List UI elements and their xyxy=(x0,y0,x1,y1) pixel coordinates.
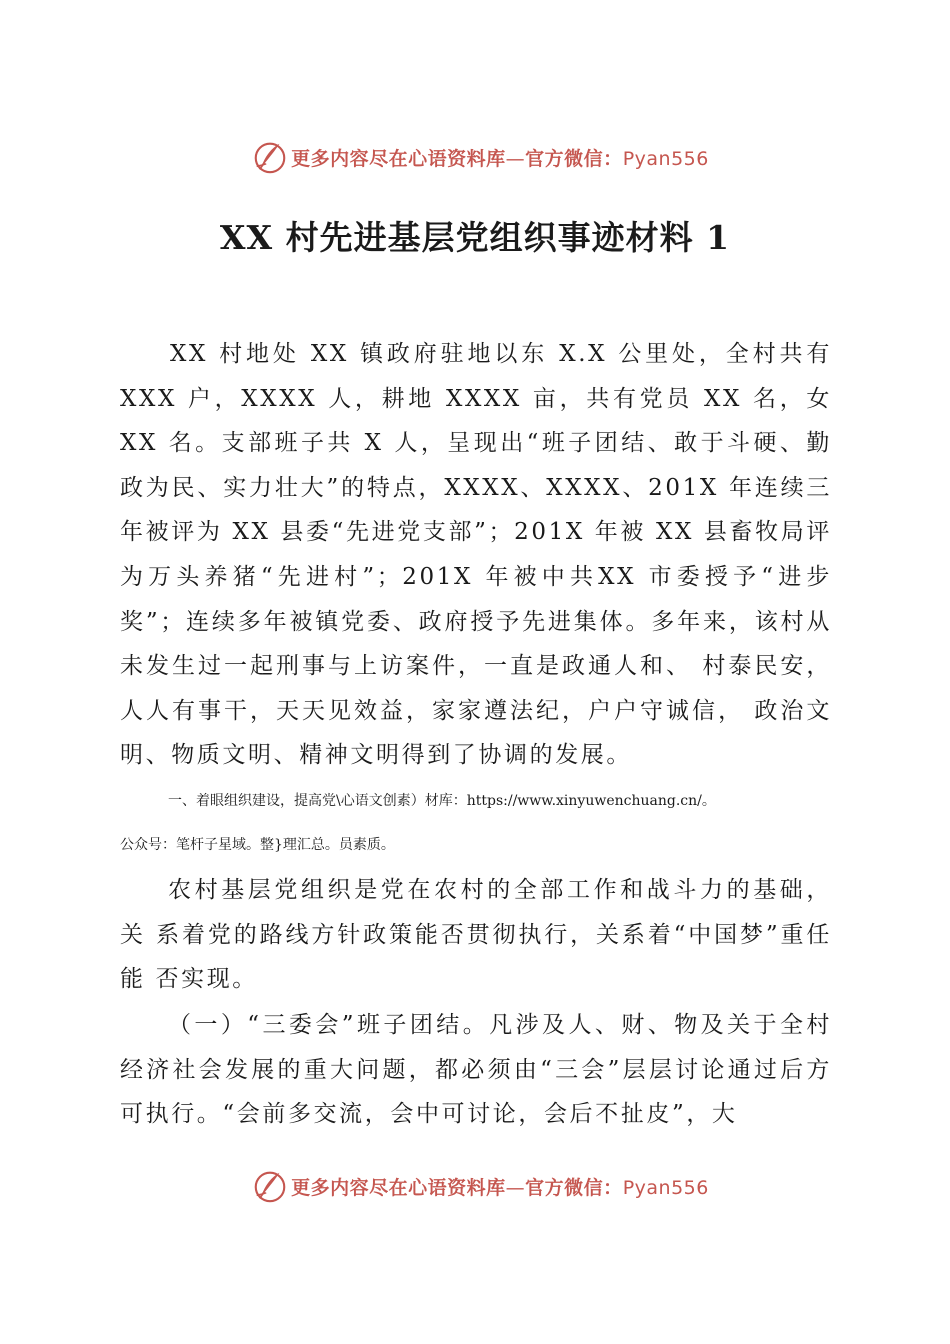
banner-text xyxy=(291,1173,709,1200)
paragraph-1: XX 村地处 XX 镇政府驻地以东 X.X 公里处，全村共有 XXX 户，XXXX 人，耕地 XXXX 亩，共有党员 XX 名，女 XX 名。支部班子共 X 人，呈现出“班子团结、敢于斗硬、勤政为民、实力壮大”的特点，XXXX、XXXX、201X 年连续三年被评为 XX 县委“先进党支部”；201X 年被 XX 县畜牧局评为万头养猪“先进村”；201X 年被中共XX 市委授予“进步奖”；连续多年被镇党委、政府授予先进集体。多年来，该村从未发生过一起刑事与上访案件，一直是政通人和、 村泰民安，人人有事干，天天见效益，家家遵法纪，户户守诚信， 政治文明、物质文明、精神文明得到了协调的发展。 xyxy=(120,341,832,769)
banner-wechat-label: 官方微信： xyxy=(525,1176,623,1199)
document-title: XX 村先进基层党组织事迹材料 1 xyxy=(219,218,731,257)
small-line-1: 一、着眼组织建设，提高党\心语文创素）材库：https://www.xinyuwenchuang.cn/。 xyxy=(168,793,716,809)
banner-text xyxy=(291,144,709,171)
paragraph-3: （一）“三委会”班子团结。凡涉及人、财、物及关于全村经济社会发展的重大问题，都必须由“三会”层层讨论通过后方可执行。“会前多交流，会中可讨论，会后不扯皮”，大 xyxy=(120,1012,832,1128)
small-line-2: 公众号：笔杆子星域。整}理汇总。员素质。 xyxy=(120,837,395,853)
banner-separator: — xyxy=(505,147,526,170)
paragraph-2: 农村基层党组织是党在农村的全部工作和战斗力的基础，关 系着党的路线方针政策能否贯彻执行，关系着“中国梦”重任能 否实现。 xyxy=(120,877,832,993)
header-banner xyxy=(0,137,950,177)
quill-logo-icon xyxy=(251,1167,289,1205)
banner-brand: 更多内容尽在心语资料库 xyxy=(291,1176,506,1199)
banner-separator: — xyxy=(505,1176,526,1199)
banner-wechat-id: Pyan556 xyxy=(622,147,709,170)
banner-wechat-label: 官方微信： xyxy=(525,147,623,170)
quill-logo-icon xyxy=(251,138,289,176)
footer-banner xyxy=(0,1166,950,1206)
banner-brand: 更多内容尽在心语资料库 xyxy=(291,147,506,170)
banner-wechat-id: Pyan556 xyxy=(622,1176,709,1199)
